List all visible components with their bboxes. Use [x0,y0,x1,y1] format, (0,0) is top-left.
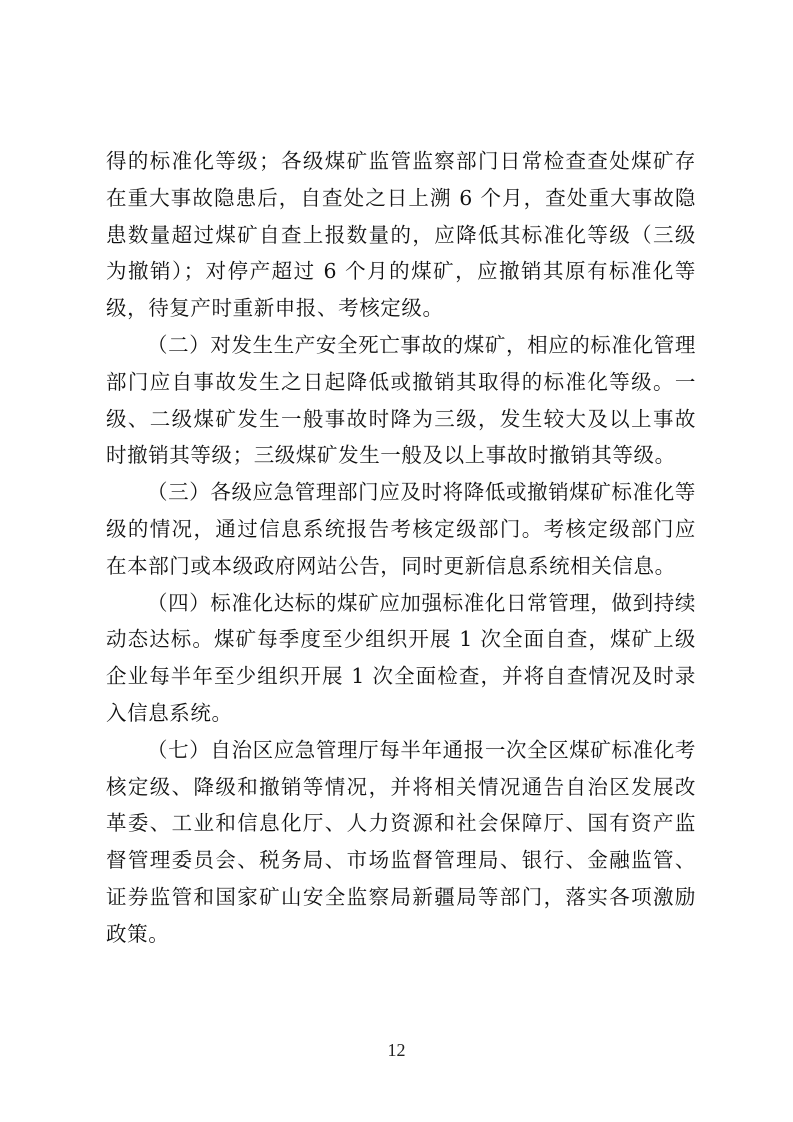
paragraph-section-3: （三）各级应急管理部门应及时将降低或撤销煤矿标准化等级的情况，通过信息系统报告考核定级部门。考核定级部门应在本部门或本级政府网站公告，同时更新信息系统相关信息。 [106,480,696,578]
paragraph-section-2: （二）对发生生产安全死亡事故的煤矿，相应的标准化管理部门应自事故发生之日起降低或撤销其取得的标准化等级。一级、二级煤矿发生一般事故时降为三级，发生较大及以上事故时撤销其等级；三级煤矿发生一般及以上事故时撤销其等级。 [106,332,696,468]
paragraph-continuation: 得的标准化等级；各级煤矿监管监察部门日常检查查处煤矿存在重大事故隐患后，自查处之日上溯 6 个月，查处重大事故隐患数量超过煤矿自查上报数量的，应降低其标准化等级（三级为撤销）；对停产超过 6 个月的煤矿，应撤销其原有标准化等级，待复产时重新申报、考核定级。 [106,149,696,321]
body-text [106,143,696,953]
paragraph-section-4: （四）标准化达标的煤矿应加强标准化日常管理，做到持续动态达标。煤矿每季度至少组织开展 1 次全面自查，煤矿上级企业每半年至少组织开展 1 次全面检查，并将自查情况及时录入信息系统。 [106,590,696,725]
page-number: 12 [387,1040,406,1060]
paragraph-section-7: （七）自治区应急管理厅每半年通报一次全区煤矿标准化考核定级、降级和撤销等情况，并将相关情况通告自治区发展改革委、工业和信息化厅、人力资源和社会保障厅、国有资产监督管理委员会、税务局、市场监督管理局、银行、金融监管、证券监管和国家矿山安全监察局新疆局等部门，落实各项激励政策。 [106,737,696,946]
